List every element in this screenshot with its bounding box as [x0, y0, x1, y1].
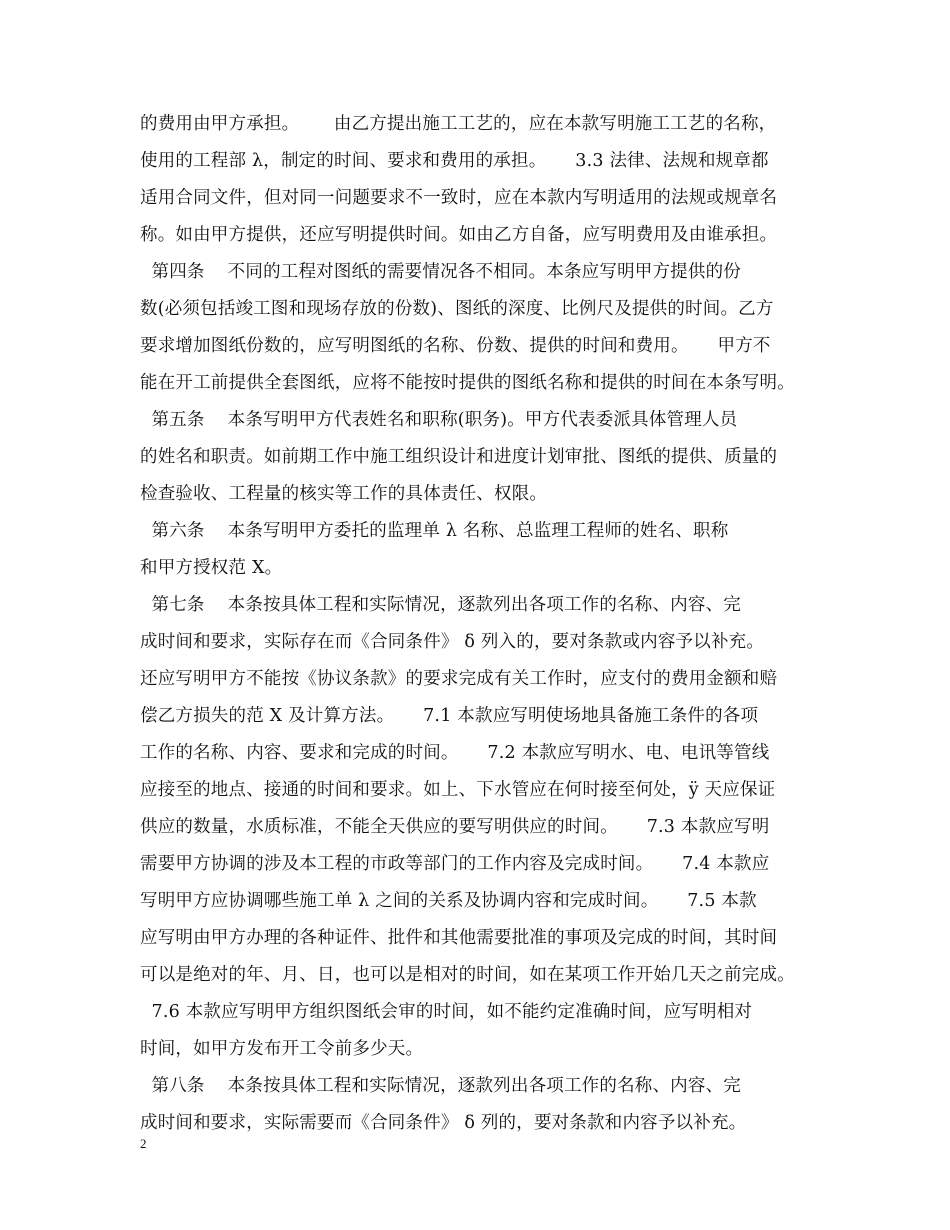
text-line: 第四条 不同的工程对图纸的需要情况各不相同。本条应写明甲方提供的份: [140, 262, 741, 282]
text-line: 工作的名称、内容、要求和完成的时间。 7.2 本款应写明水、电、电讯等管线: [140, 743, 770, 763]
text-line: 第六条 本条写明甲方委托的监理单 λ 名称、总监理工程师的姓名、职称: [140, 521, 729, 541]
text-line: 成时间和要求，实际需要而《合同条件》 δ 列的，要对条款和内容予以补充。: [140, 1113, 747, 1133]
text-line: 应接至的地点、接通的时间和要求。如上、下水管应在何时接至何处，ÿ 天应保证: [140, 780, 776, 800]
page-number: 2: [140, 1136, 147, 1151]
text-line: 写明甲方应协调哪些施工单 λ 之间的关系及协调内容和完成时间。 7.5 本款: [140, 891, 757, 911]
text-line: 应写明由甲方办理的各种证件、批件和其他需要批准的事项及完成的时间，其时间: [140, 928, 778, 948]
text-line: 的费用由甲方承担。 由乙方提出施工工艺的，应在本款写明施工工艺的名称，: [140, 114, 777, 134]
text-line: 需要甲方协调的涉及本工程的市政等部门的工作内容及完成时间。 7.4 本款应: [140, 854, 770, 874]
text-line: 可以是绝对的年、月、日，也可以是相对的时间，如在某项工作开始几天之前完成。: [140, 965, 795, 985]
text-line: 7.6 本款应写明甲方组织图纸会审的时间，如不能约定准确时间，应写明相对: [140, 1002, 753, 1022]
text-line: 成时间和要求，实际存在而《合同条件》 δ 列入的，要对条款或内容予以补充。: [140, 632, 765, 652]
text-line: 要求增加图纸份数的，应写明图纸的名称、份数、提供的时间和费用。 甲方不: [140, 336, 771, 356]
text-line: 时间，如甲方发布开工令前多少天。: [140, 1039, 424, 1059]
text-line: 称。如由甲方提供，还应写明提供时间。如由乙方自备，应写明费用及由谁承担。: [140, 225, 778, 245]
text-line: 偿乙方损失的范 X 及计算方法。 7.1 本款应写明使场地具备施工条件的各项: [140, 706, 759, 726]
text-line: 的姓名和职责。如前期工作中施工组织设计和进度计划审批、图纸的提供、质量的: [140, 447, 778, 467]
text-line: 第八条 本条按具体工程和实际情况，逐款列出各项工作的名称、内容、完: [140, 1076, 741, 1096]
text-line: 供应的数量，水质标准，不能全天供应的要写明供应的时间。 7.3 本款应写明: [140, 817, 770, 837]
text-line: 第五条 本条写明甲方代表姓名和职称(职务)。甲方代表委派具体管理人员: [140, 410, 738, 430]
text-line: 还应写明甲方不能按《协议条款》的要求完成有关工作时，应支付的费用金额和赔: [140, 669, 778, 689]
text-line: 第七条 本条按具体工程和实际情况，逐款列出各项工作的名称、内容、完: [140, 595, 741, 615]
text-line: 检查验收、工程量的核实等工作的具体责任、权限。: [140, 484, 548, 504]
text-line: 能在开工前提供全套图纸，应将不能按时提供的图纸名称和提供的时间在本条写明。: [140, 373, 795, 393]
text-line: 适用合同文件，但对同一问题要求不一致时，应在本款内写明适用的法规或规章名: [140, 188, 778, 208]
text-line: 使用的工程部 λ，制定的时间、要求和费用的承担。 3.3 法律、法规和规章都: [140, 151, 769, 171]
text-line: 和甲方授权范 X。: [140, 558, 283, 578]
text-line: 数(必须包括竣工图和现场存放的份数)、图纸的深度、比例尺及提供的时间。乙方: [140, 299, 774, 319]
